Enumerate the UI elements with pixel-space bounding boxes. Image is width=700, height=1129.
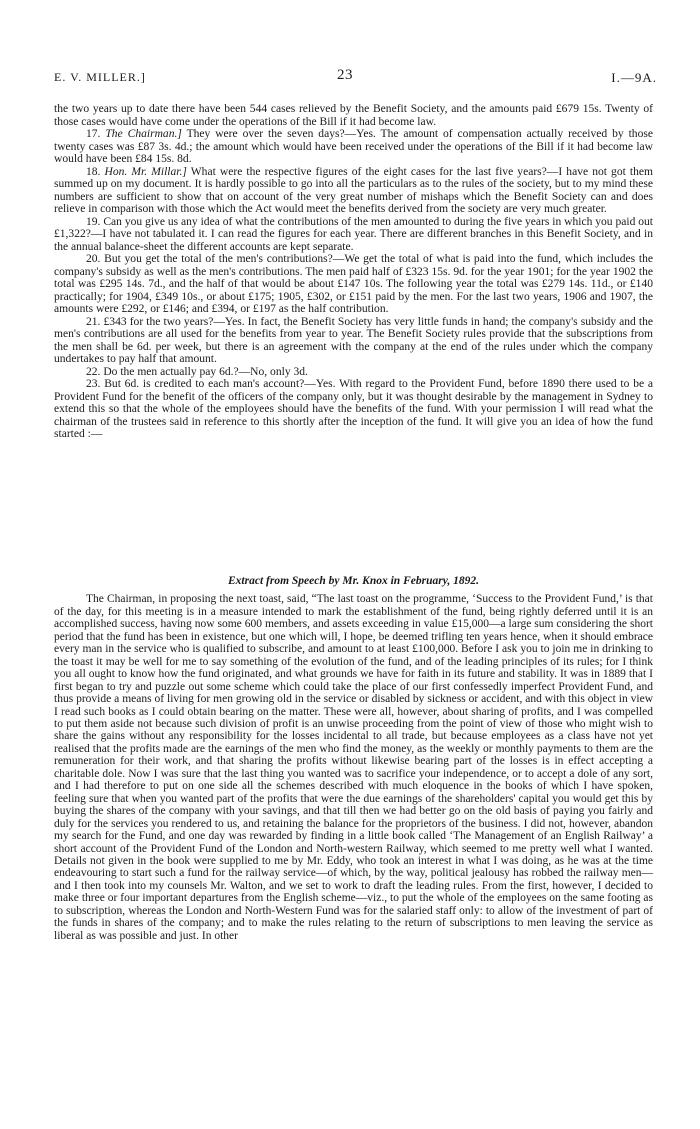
page-number: 23 [337, 67, 353, 83]
paragraph-22: 22. Do the men actually pay 6d.?—No, only 3d. [86, 365, 308, 378]
paragraph-20: 20. But you get the total of the men's contributions?—We get the total of what is paid into the fund, which includes the company's subsidy as well as the men's contributions. The men paid half of £323 15s. 9d. for the year 1901; for the year 1902 the total was £295 14s. 7d., and the half of that would be about £147 10s. The following year the total was £279 14s. 11d., or £140 practically; for 1904, £349 10s., or about £175; 1905, £302, or £151 paid by the men. For the last two years, 1906 and 1907, the amounts were £292, or £146; and £394, or £197 as the half contribution. [54, 253, 653, 315]
paragraph-18: 18. Hon. Mr. Millar.] What were the respective figures of the eight cases for the last five years?—I have not got them summed up on my document. It is hardly possible to go into all the particulars as to the rules of the society, but to my mind these numbers are sufficient to show that on account of the very great number of mishaps which the Benefit Society can and does relieve in comparison with those which the Act would meet the benefits derived from the society are very much greater. [54, 165, 654, 215]
paragraph-17: 17. The Chairman.] They were over the seven days?—Yes. The amount of compensation actually received by those twenty cases was £87 3s. 4d.; the amount which would have been received under the operations of the Bill if it had become law would have been £84 15s. 8d. [54, 128, 653, 165]
header-witness-name: E. V. MILLER.] [54, 70, 146, 84]
extract-heading: Extract from Speech by Mr. Knox in February, 1892. [228, 575, 479, 587]
extract-text: The Chairman, in proposing the next toast, said, “The last toast on the programme, ‘Success to the Provident Fund,’ is that of the day, for this meeting is in a measure intended to mark the establishment of the fund, being rightly deferred until it is an accomplished success, having now some 600 members, and assets exceeding in value £15,000—a large sum considering the short period that the fund has been in existence, but one which will, I hope, be deemed trifling ten years hence, when it should embrace every man in the service who is qualified to subscribe, and amount to at least £100,000. Before I ask you to join me in drinking to the toast it may be well for me to say something of the evolution of the fund, and of the leading principles of its rules; for I think you all ought to know how the fund originated, and what grounds we have for faith in its future and stability. It was in 1889 that I first began to try and puzzle out some scheme which could take the place of our first confessedly imperfect Provident Fund, and thus provide a means of living for men growing old in the service or disabled by sickness or accident, and with this object in view I read such books as I could obtain bearing on the matter. These were all, however, about sharing of profits, and I was compelled to put them aside not because such division of profit is an unwise proceeding from the point of view of those who might wish to share the gains without any responsibility for the losses incidental to all trade, but because employees as a class have not yet realised that the profits made are the earnings of the men who find the money, as the weekly or monthly payments to them are the remuneration for their work, and that sharing the profits without likewise bearing part of the losses is in effect accepting a charitable dole. Now I was sure that the last thing you wanted was to sacrifice your independence, or to accept a dole of any sort, and I had therefore to put on one side all the schemes described with much eloquence in the books of which I have spoken, feeling sure that when you wanted part of the profits that were the due earnings of the shareholders' capital you would get this by buying the shares of the company with your savings, and that till then we had better go on the old basis of paying you fairly and duly for the services you rendered to us, and retaining the balance for the proprietors of the business. I did not, however, abandon my search for the Fund, and one day was rewarded by finding in a little book called ‘The Management of an English Railway’ a short account of the Provident Fund of the London and North-western Railway, which seemed to me pretty well what I wanted. Details not given in the book were supplied to me by Mr. Eddy, who took an interest in what I was doing, as he was at the time endeavouring to start such a fund for the railway service—of which, by the way, political jealousy has robbed the railway men—and I then took into my counsels Mr. Walton, and we set to work to draft the leading rules. From the first, however, I decided to make three or four important departures from the English scheme—viz., to put the whole of the employees on the same footing as to subscription, whereas the London and North-Western Fund was for the salaried staff only: to allow of the investment of part of the funds in shares of the company; and to make the rules relating to the return of subscriptions to men leaving the service as liberal as was possible and just. In other [54, 593, 653, 942]
paragraph: the two years up to date there have been 544 cases relieved by the Benefit Society, and the amounts paid £679 15s. Twenty of those cases would have come under the operations of the Bill if it had become law. [54, 103, 653, 128]
paragraph-19: 19. Can you give us any idea of what the contributions of the men amounted to during the five years in which you paid out £1,322?—I have not tabulated it. I can read the figures for each year. There are different branches in this Benefit Society, and in the annual balance-sheet the different accounts are kept separate. [54, 215, 653, 253]
speech-extract [54, 575, 653, 942]
header-paper-ref: I.—9A. [611, 70, 657, 85]
paragraph-23: 23. But 6d. is credited to each man's account?—Yes. With regard to the Provident Fund, before 1890 there used to be a Provident Fund for the benefit of the officers of the company only, but it was thought desirable by the management in Sydney to extend this so that the whole of the employees should have the benefits of the fund. With your permission I will read what the chairman of the trustees said in reference to this shortly after the inception of the fund. It will give you an idea of how the fund started :— [54, 378, 653, 440]
running-head [54, 67, 657, 88]
paragraph-21: 21. £343 for the two years?—Yes. In fact, the Benefit Society has very little funds in hand; the company's subsidy and the men's contributions are all used for the benefits from year to year. The Benefit Society rules provide that the subscriptions from the men shall be 6d. per week, but there is an agreement with the company at the end of the rules under which the company undertakes to pay half that amount. [54, 315, 653, 365]
evidence-body [54, 103, 653, 441]
